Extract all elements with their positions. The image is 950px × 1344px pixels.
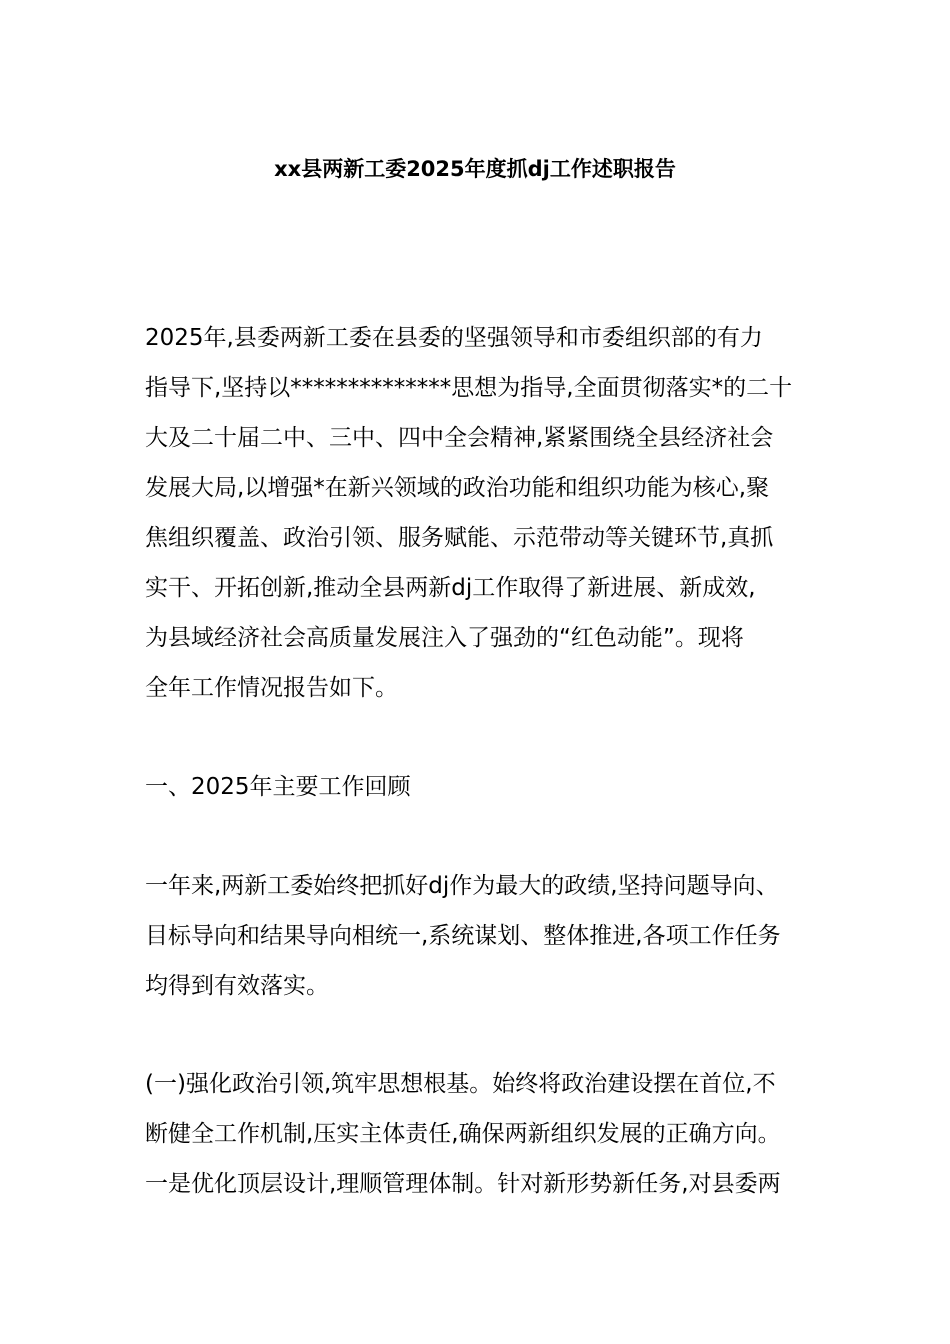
paragraph-line: 发展大局,以增强*在新兴领域的政治功能和组织功能为核心,聚 [145,475,770,501]
paragraph-line: 一年来,两新工委始终把抓好dj作为最大的政绩,坚持问题导向、 [145,873,779,899]
paragraph-line: 焦组织覆盖、政治引领、服务赋能、示范带动等关键环节,真抓 [145,525,774,551]
paragraph-line: 大及二十届二中、三中、四中全会精神,紧紧围绕全县经济社会 [145,425,774,451]
paragraph-line: 指导下,坚持以**************思想为指导,全面贯彻落实*的二十 [145,375,793,401]
paragraph-line: 目标导向和结果导向相统一,系统谋划、整体推进,各项工作任务 [145,923,781,949]
paragraph-line: 断健全工作机制,压实主体责任,确保两新组织发展的正确方向。 [145,1121,781,1147]
paragraph-line: 2025年,县委两新工委在县委的坚强领导和市委组织部的有力 [145,325,763,351]
paragraph-line: 为县域经济社会高质量发展注入了强劲的“红色动能”。现将 [145,625,744,651]
document-title: xx县两新工委2025年度抓dj工作述职报告 [274,157,676,181]
paragraph-line: 一是优化顶层设计,理顺管理体制。针对新形势新任务,对县委两 [145,1171,781,1197]
paragraph-line: (一)强化政治引领,筑牢思想根基。始终将政治建设摆在首位,不 [145,1071,776,1097]
paragraph-line: 均得到有效落实。 [145,973,329,999]
paragraph-line: 全年工作情况报告如下。 [145,675,398,701]
paragraph-line: 实干、开拓创新,推动全县两新dj工作取得了新进展、新成效, [145,575,756,601]
section-heading-line: 一、2025年主要工作回顾 [145,774,411,800]
